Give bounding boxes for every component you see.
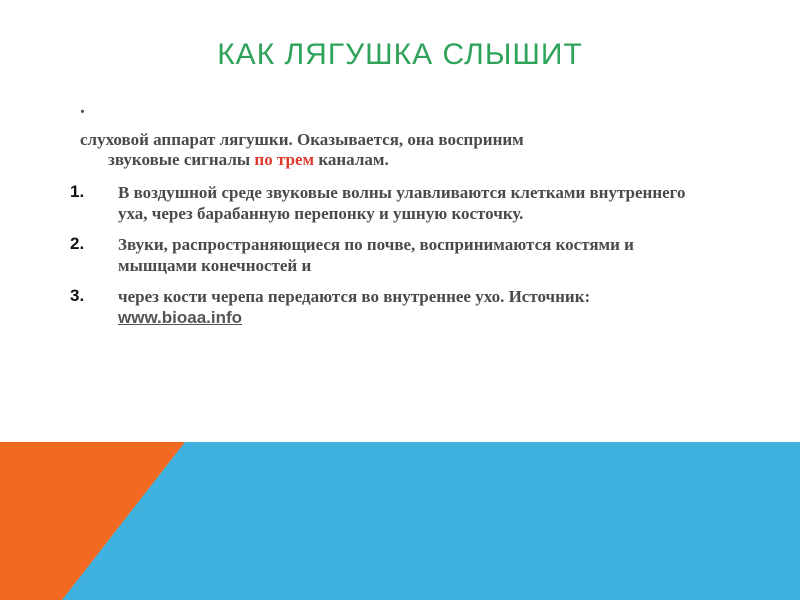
slide-title: КАК ЛЯГУШКА СЛЫШИТ xyxy=(217,38,583,71)
decorative-footer-shapes xyxy=(0,442,800,600)
intro-line-1: слуховой аппарат лягушки. Оказывается, она восприним xyxy=(80,130,524,149)
intro-line-2-end: каналам. xyxy=(314,150,389,169)
list-number: 1. xyxy=(70,182,85,201)
list-item-text-body: через кости черепа передаются во внутреннее ухо. Источник: xyxy=(118,287,591,306)
numbered-list xyxy=(70,182,690,338)
list-number: 3. xyxy=(70,286,85,305)
intro-line-2-start: звуковые сигналы xyxy=(108,150,255,169)
intro-paragraph xyxy=(80,130,660,170)
list-item xyxy=(70,234,690,276)
list-item-text: Звуки, распространяющиеся по почве, воспринимаются костями и мышцами конечностей и xyxy=(118,235,634,275)
deco-blue-shape xyxy=(62,442,800,600)
list-item-text xyxy=(118,286,690,328)
intro-line-2 xyxy=(80,150,660,170)
bullet-dot: . xyxy=(80,96,85,118)
list-item-text: В воздушной среде звуковые волны улавливаются клетками внутреннего уха, через барабанную перепонку и ушную косточку. xyxy=(118,183,686,223)
intro-highlight: по трем xyxy=(254,150,315,169)
list-item xyxy=(70,286,690,328)
source-link[interactable]: www.bioaa.info xyxy=(118,308,243,327)
list-item xyxy=(70,182,690,224)
list-number: 2. xyxy=(70,234,85,253)
